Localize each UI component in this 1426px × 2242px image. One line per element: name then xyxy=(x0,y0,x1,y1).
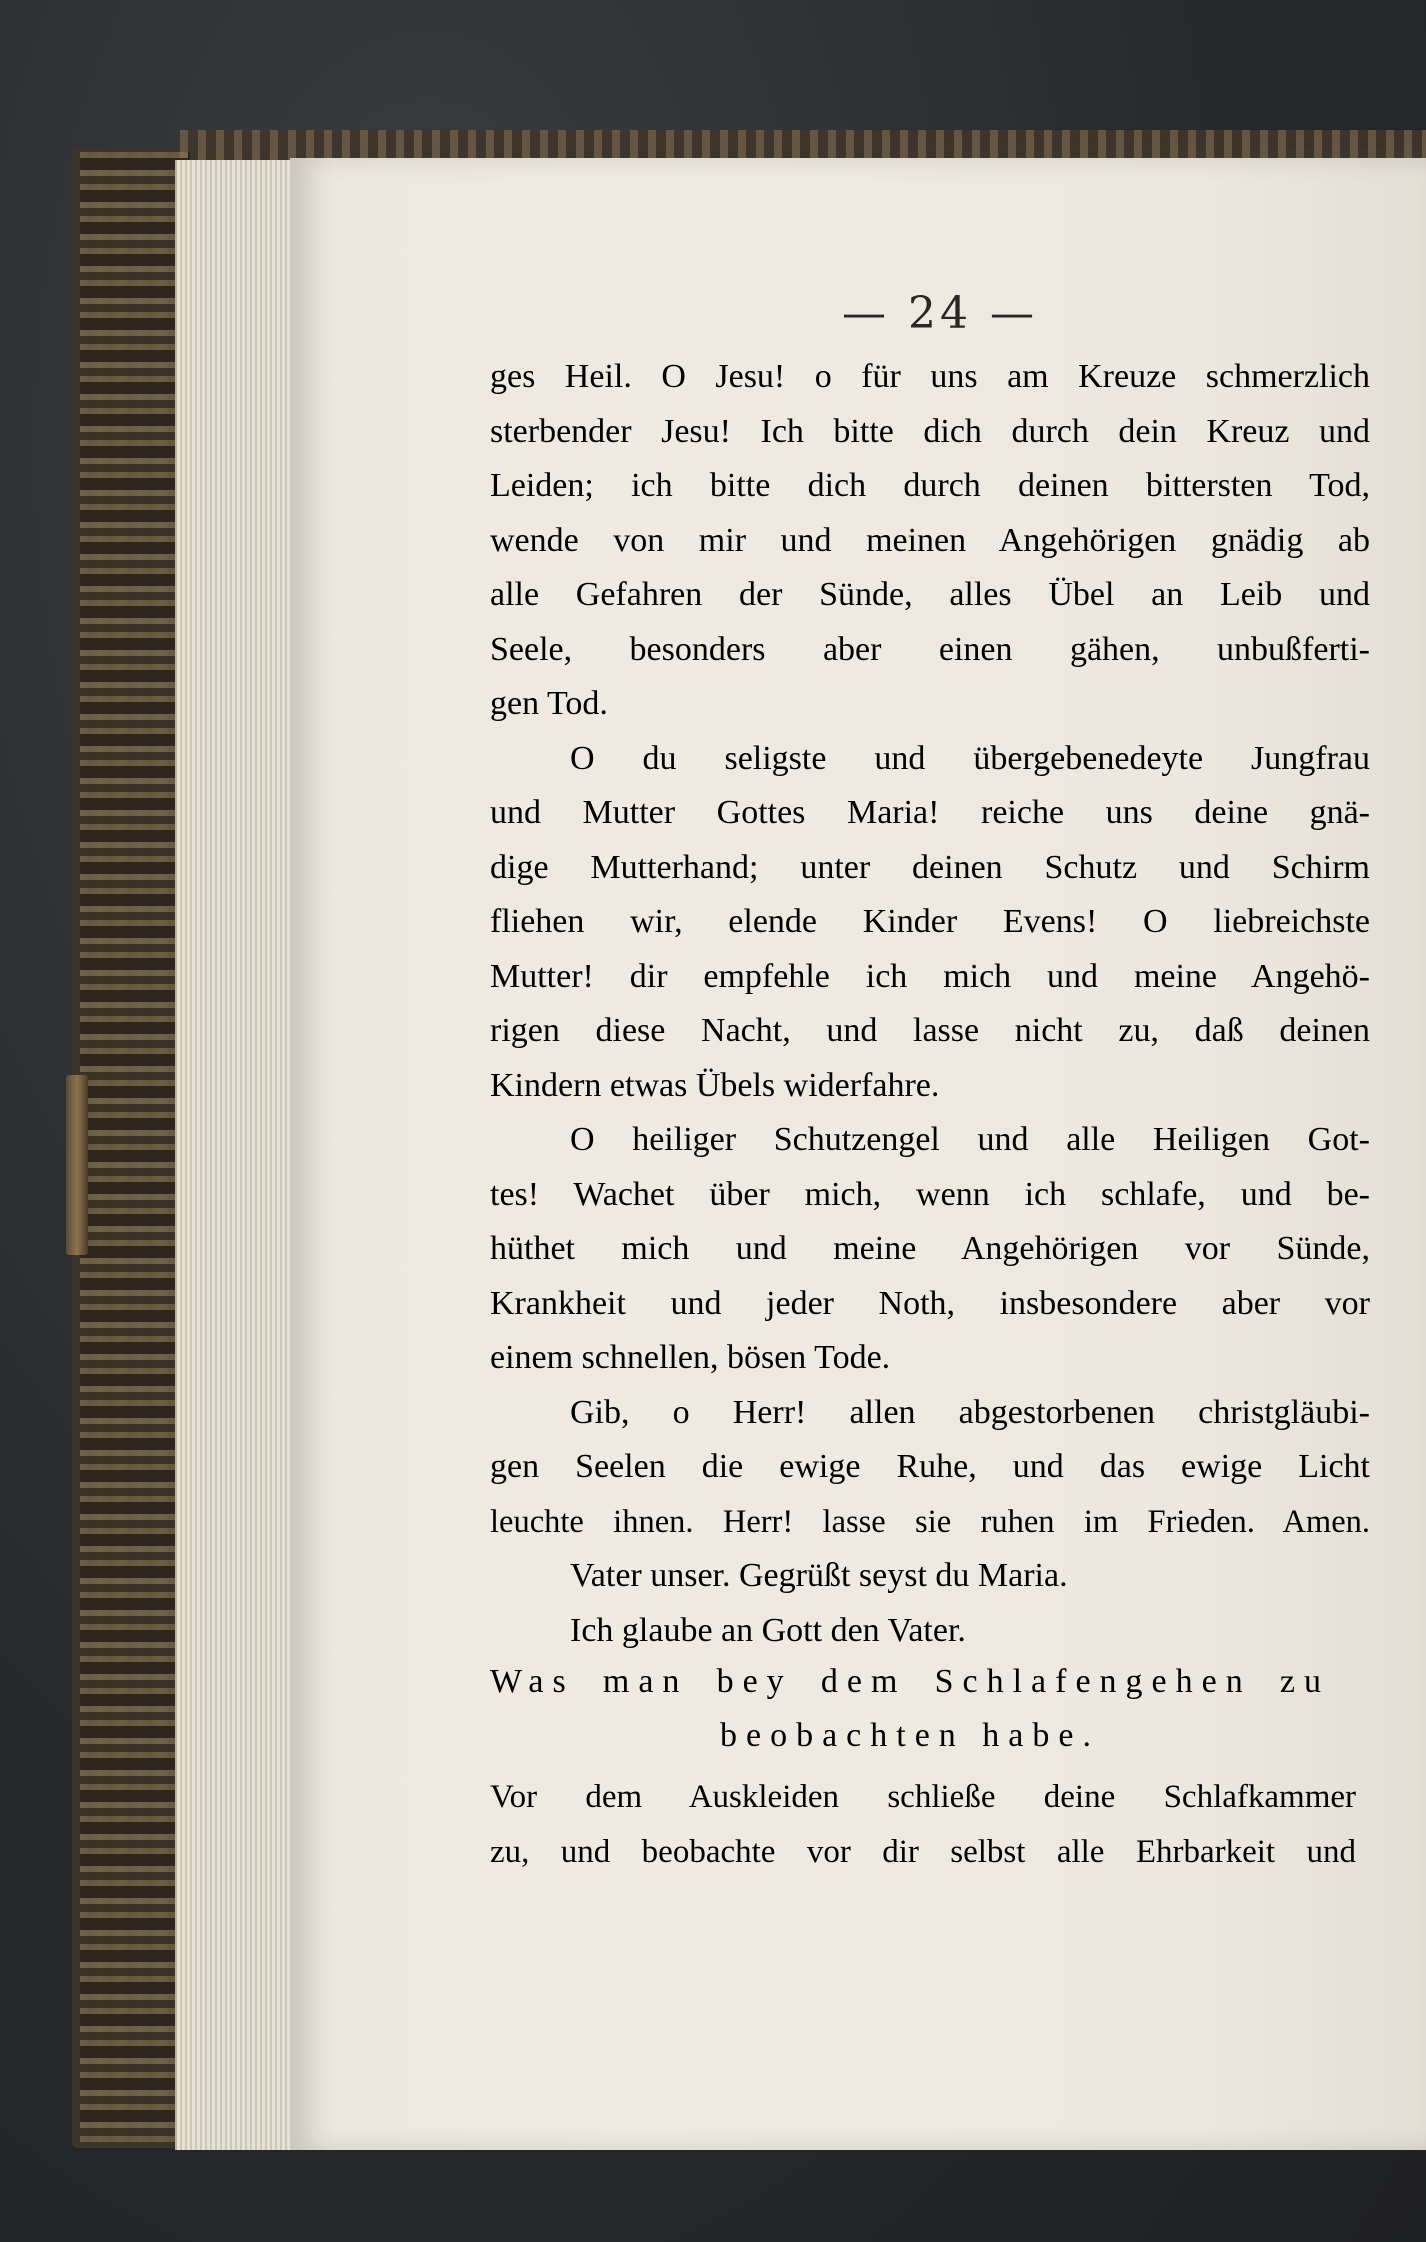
text-line: Krankheit und jeder Noth, insbesondere aber vor xyxy=(490,1284,1370,1322)
text-line: Vor dem Auskleiden schließe deine Schlafkammer xyxy=(490,1779,1356,1815)
text-line: zu, und beobachte vor dir selbst alle Ehrbarkeit und xyxy=(490,1833,1356,1870)
text-line: gen Seelen die ewige Ruhe, und das ewige Licht xyxy=(490,1448,1370,1485)
final-paragraph xyxy=(490,1770,1356,1879)
text-line: O heiliger Schutzengel und alle Heiligen Got- xyxy=(570,1121,1370,1158)
page-text xyxy=(490,350,1370,1658)
text-line: hüthet mich und meine Angehörigen vor Sünde, xyxy=(490,1230,1370,1267)
text-line: gen Tod. xyxy=(490,685,608,722)
paragraph-1 xyxy=(490,350,1370,732)
text-line: Gib, o Herr! allen abgestorbenen christgläubi- xyxy=(570,1393,1370,1431)
text-line: O du seligste und übergebenedeyte Jungfrau xyxy=(570,739,1370,777)
book-clasp xyxy=(66,1075,88,1255)
text-line: ges Heil. O Jesu! o für uns am Kreuze schmerzlich xyxy=(490,358,1370,395)
paragraph-2 xyxy=(490,732,1370,1114)
text-line: rigen diese Nacht, und lasse nicht zu, daß deinen xyxy=(490,1012,1370,1049)
text-line: Mutter! dir empfehle ich mich und meine Angehö- xyxy=(490,957,1370,995)
text-line: wende von mir und meinen Angehörigen gnädig ab xyxy=(490,521,1370,559)
heading-line: Was man bey dem Schlafengehen zu xyxy=(490,1663,1330,1700)
text-line: Vater unser. Gegrüßt seyst du Maria. xyxy=(570,1557,1068,1594)
paragraph-4 xyxy=(490,1386,1370,1550)
page-edges xyxy=(175,160,297,2150)
cover-decorative-spine xyxy=(80,152,190,2142)
text-line: und Mutter Gottes Maria! reiche uns deine gnä- xyxy=(490,794,1370,831)
text-line: dige Mutterhand; unter deinen Schutz und Schirm xyxy=(490,848,1370,886)
paragraph-5 xyxy=(490,1549,1370,1658)
text-line: Seele, besonders aber einen gähen, unbußferti- xyxy=(490,630,1370,668)
text-line: einem schnellen, bösen Tode. xyxy=(490,1339,891,1376)
text-line: fliehen wir, elende Kinder Evens! O liebreichste xyxy=(490,903,1370,940)
paragraph-3 xyxy=(490,1113,1370,1386)
text-line: Kindern etwas Übels widerfahre. xyxy=(490,1066,940,1104)
section-heading xyxy=(490,1655,1330,1763)
cover-top-edge xyxy=(180,130,1426,160)
text-line: sterbender Jesu! Ich bitte dich durch dein Kreuz und xyxy=(490,412,1370,450)
text-line: tes! Wachet über mich, wenn ich schlafe, und be- xyxy=(490,1175,1370,1213)
text-line: Leiden; ich bitte dich durch deinen bittersten Tod, xyxy=(490,467,1370,504)
page-number: — 24 — xyxy=(842,288,1038,339)
text-line: Ich glaube an Gott den Vater. xyxy=(570,1611,966,1649)
text-line: alle Gefahren der Sünde, alles Übel an Leib und xyxy=(490,576,1370,613)
heading-line: beobachten habe. xyxy=(720,1717,1100,1754)
text-line: leuchte ihnen. Herr! lasse sie ruhen im Frieden. Amen. xyxy=(490,1503,1370,1540)
